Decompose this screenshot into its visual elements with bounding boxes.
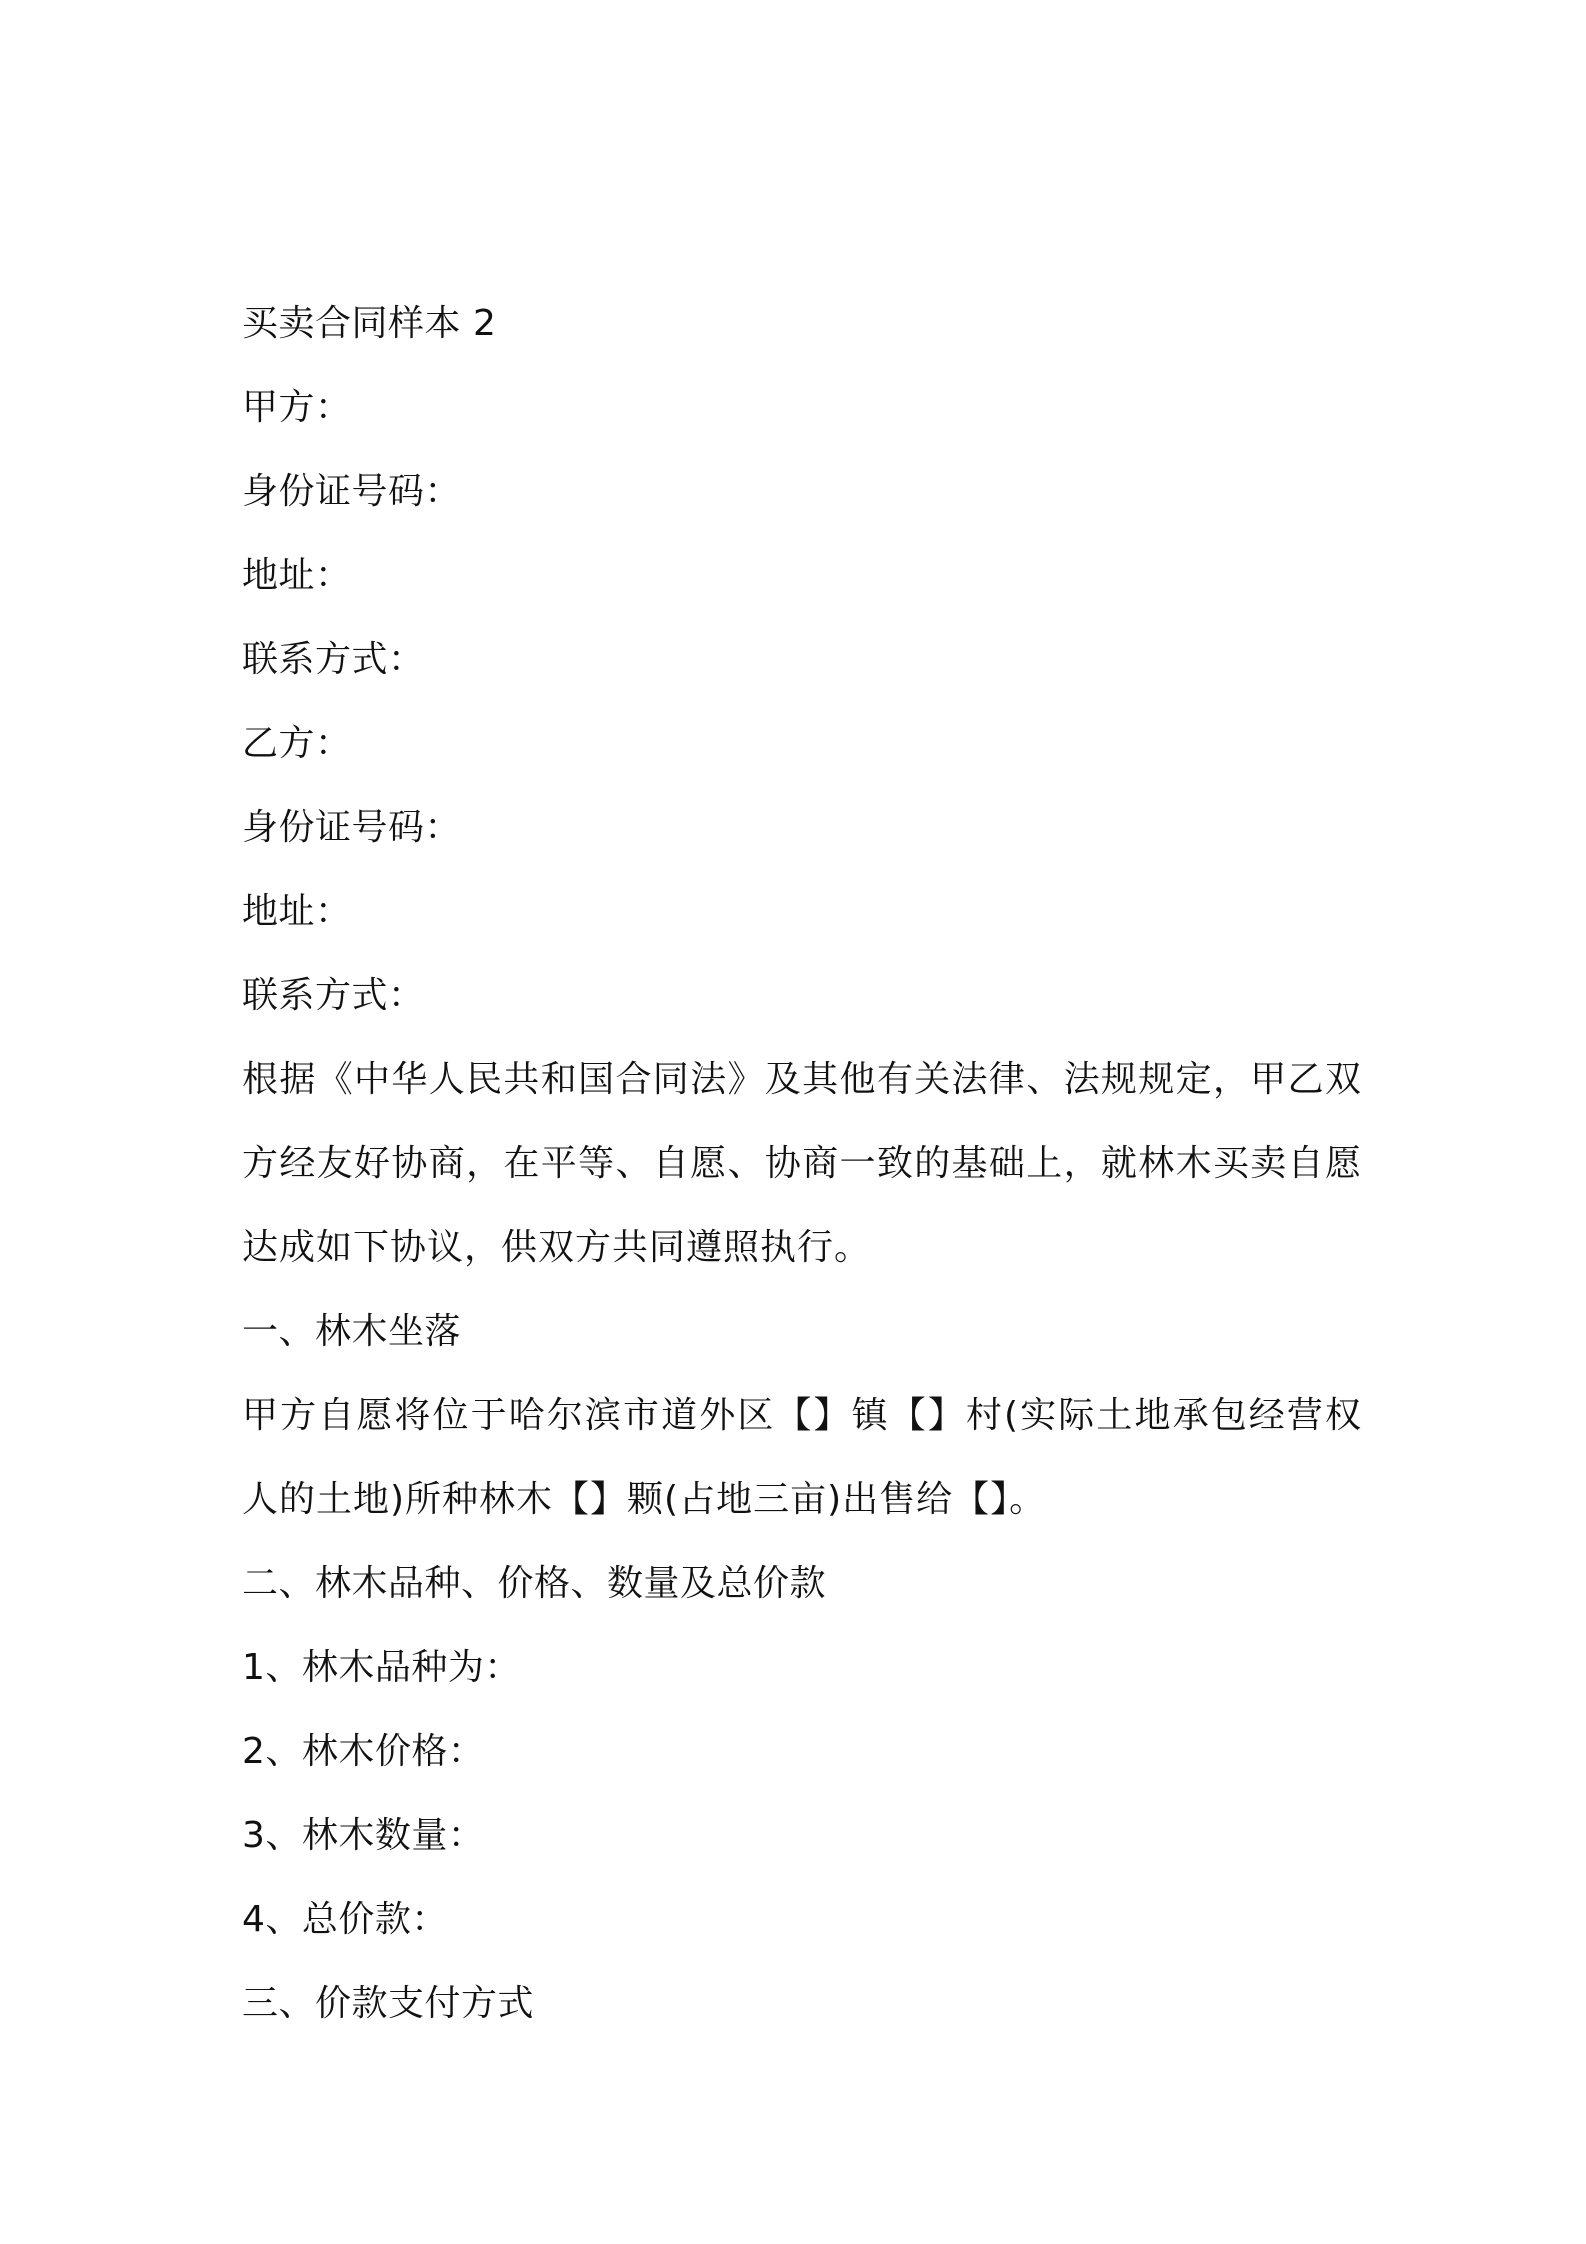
- section-2-item-4: 4、总价款：: [242, 1899, 448, 1940]
- party-a-address-label: 地址：: [242, 555, 352, 596]
- party-a-label: 甲方：: [242, 387, 352, 428]
- section-1-heading: 一、林木坐落: [242, 1311, 462, 1352]
- section-1-body: 甲方自愿将位于哈尔滨市道外区【】镇【】村(实际土地承包经营权人的土地)所种林木【】颗(占地三亩)出售给【】。: [242, 1395, 1362, 1520]
- party-a-contact-label: 联系方式：: [242, 639, 425, 680]
- party-b-address-label: 地址：: [242, 891, 352, 932]
- party-b-id-label: 身份证号码：: [242, 807, 462, 848]
- document-body: [242, 282, 1362, 2046]
- preamble-paragraph: 根据《中华人民共和国合同法》及其他有关法律、法规规定，甲乙双方经友好协商，在平等、自愿、协商一致的基础上，就林木买卖自愿达成如下协议，供双方共同遵照执行。: [242, 1059, 1362, 1268]
- document-title: 买卖合同样本 2: [242, 303, 497, 344]
- party-a-id-label: 身份证号码：: [242, 471, 462, 512]
- section-2-heading: 二、林木品种、价格、数量及总价款: [242, 1563, 827, 1604]
- section-2-item-3: 3、林木数量：: [242, 1815, 485, 1856]
- section-2-item-2: 2、林木价格：: [242, 1731, 485, 1772]
- party-b-contact-label: 联系方式：: [242, 975, 425, 1016]
- party-b-label: 乙方：: [242, 723, 352, 764]
- section-2-item-1: 1、林木品种为：: [242, 1647, 521, 1688]
- section-3-heading: 三、价款支付方式: [242, 1983, 535, 2024]
